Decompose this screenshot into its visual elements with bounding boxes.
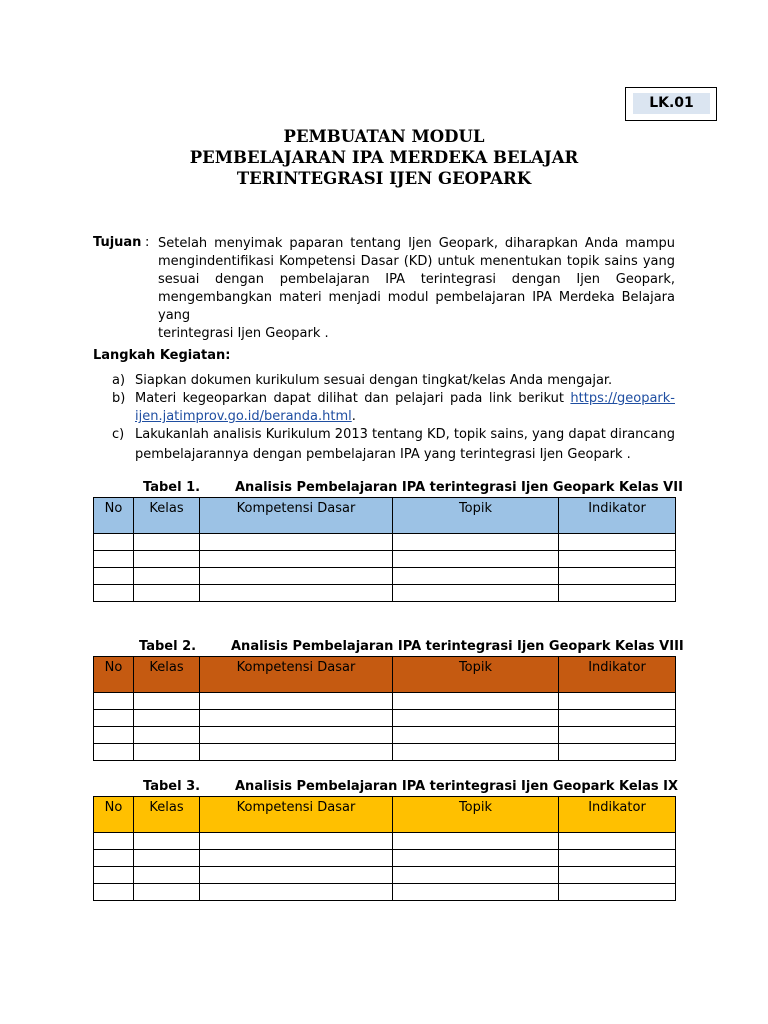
table-cell[interactable] [134,585,200,602]
table-row [94,568,676,585]
table-header-row [94,498,676,534]
col-header-indikator: Indikator [559,498,676,534]
step-text [135,426,675,464]
table-cell[interactable] [559,534,676,551]
table-header-row [94,657,676,693]
table-cell[interactable] [134,867,200,884]
col-header-kelas: Kelas [134,797,200,833]
col-header-indikator: Indikator [559,797,676,833]
table-2 [93,656,676,761]
table-cell[interactable] [94,551,134,568]
table-cell[interactable] [94,867,134,884]
table-cell[interactable] [559,884,676,901]
table-cell[interactable] [134,568,200,585]
table-cell[interactable] [393,710,559,727]
table-cell[interactable] [200,585,393,602]
col-header-kompetensi-dasar: Kompetensi Dasar [200,498,393,534]
table-cell[interactable] [559,744,676,761]
table-cell[interactable] [94,884,134,901]
col-header-no: No [94,657,134,693]
table-row [94,850,676,867]
step-text-after: . [351,409,356,424]
table-cell[interactable] [94,850,134,867]
langkah-title: Langkah Kegiatan: [93,348,231,363]
col-header-indikator: Indikator [559,657,676,693]
table-label: Tabel 2. [139,639,197,654]
table-cell[interactable] [393,585,559,602]
table-3 [93,796,676,901]
step-marker: c) [112,427,125,442]
table-cell[interactable] [94,710,134,727]
table-cell[interactable] [559,710,676,727]
table-cell[interactable] [393,744,559,761]
table-cell[interactable] [559,867,676,884]
table-cell[interactable] [200,833,393,850]
col-header-no: No [94,498,134,534]
table-title: Analisis Pembelajaran IPA terintegrasi Ijen Geopark Kelas IX [235,779,679,794]
table-cell[interactable] [94,534,134,551]
tujuan-line: Setelah menyimak paparan tentang Ijen Geopark, diharapkan Anda mampu [158,236,675,251]
col-header-kompetensi-dasar: Kompetensi Dasar [200,657,393,693]
geopark-link[interactable]: https://geopark- [570,391,675,406]
table-row [94,867,676,884]
table-label: Tabel 1. [143,480,201,495]
step-text [135,390,675,426]
table-cell[interactable] [200,867,393,884]
col-header-kompetensi-dasar: Kompetensi Dasar [200,797,393,833]
table-cell[interactable] [134,693,200,710]
table-row [94,744,676,761]
worksheet-code: LK.01 [633,93,710,114]
table-cell[interactable] [393,551,559,568]
tujuan-line: sesuai dengan pembelajaran IPA terintegrasi dengan Ijen Geopark, [158,272,675,287]
table-cell[interactable] [200,850,393,867]
table-cell[interactable] [134,534,200,551]
table-cell[interactable] [393,693,559,710]
table-row [94,833,676,850]
table-cell[interactable] [559,833,676,850]
step-line: pembelajarannya dengan pembelajaran IPA yang terintegrasi Ijen Geopark . [135,447,631,462]
col-header-kelas: Kelas [134,498,200,534]
tujuan-label: Tujuan [93,235,142,250]
table-cell[interactable] [559,727,676,744]
step-marker: b) [112,391,126,406]
table-cell[interactable] [200,884,393,901]
col-header-no: No [94,797,134,833]
table-cell[interactable] [200,744,393,761]
table-cell[interactable] [393,884,559,901]
table-cell[interactable] [393,867,559,884]
table-cell[interactable] [134,551,200,568]
table-title: Analisis Pembelajaran IPA terintegrasi Ijen Geopark Kelas VIII [231,639,684,654]
tujuan-line: terintegrasi Ijen Geopark . [158,326,329,341]
table-row [94,551,676,568]
geopark-link-cont[interactable]: ijen.jatimprov.go.id/beranda.html [135,409,352,424]
table-cell[interactable] [393,534,559,551]
step-marker: a) [112,373,126,388]
table-cell[interactable] [94,693,134,710]
table-cell[interactable] [200,710,393,727]
step-line: Lakukanlah analisis Kurikulum 2013 tentang KD, topik sains, yang dapat dirancang [135,427,676,442]
table-cell[interactable] [393,850,559,867]
table-cell[interactable] [559,568,676,585]
table-cell[interactable] [393,727,559,744]
table-cell[interactable] [393,568,559,585]
table-1 [93,497,676,602]
table-cell[interactable] [200,727,393,744]
table-cell[interactable] [200,551,393,568]
table-cell[interactable] [200,693,393,710]
table-cell[interactable] [200,534,393,551]
table-cell[interactable] [134,710,200,727]
table-cell[interactable] [94,744,134,761]
table-cell[interactable] [94,568,134,585]
col-header-kelas: Kelas [134,657,200,693]
tujuan-line: mengindentifikasi Kompetensi Dasar (KD) untuk menentukan topik sains yang [158,254,675,269]
table-row [94,884,676,901]
table-row [94,693,676,710]
table-cell[interactable] [559,551,676,568]
table-row [94,585,676,602]
tujuan-line: mengembangkan materi menjadi modul pembelajaran IPA Merdeka Belajara yang [158,290,675,323]
table-cell[interactable] [559,850,676,867]
table-label: Tabel 3. [143,779,201,794]
table-cell[interactable] [94,727,134,744]
table-cell[interactable] [559,585,676,602]
title-line-1: PEMBUATAN MODUL [283,127,485,146]
table-row [94,534,676,551]
tujuan-colon: : [145,235,150,250]
table-cell[interactable] [134,727,200,744]
step-text: Siapkan dokumen kurikulum sesuai dengan tingkat/kelas Anda mengajar. [135,373,613,388]
title-line-3: TERINTEGRASI IJEN GEOPARK [236,169,532,188]
table-title: Analisis Pembelajaran IPA terintegrasi Ijen Geopark Kelas VII [235,480,683,495]
table-cell[interactable] [94,833,134,850]
worksheet-code-box [625,87,717,121]
table-cell[interactable] [134,833,200,850]
col-header-topik: Topik [393,498,559,534]
table-cell[interactable] [559,693,676,710]
col-header-topik: Topik [393,797,559,833]
table-cell[interactable] [94,585,134,602]
table-row [94,710,676,727]
table-cell[interactable] [200,568,393,585]
table-row [94,727,676,744]
table-cell[interactable] [393,833,559,850]
table-cell[interactable] [134,850,200,867]
step-text-before: Materi kegeoparkan dapat dilihat dan pelajari pada link berikut [135,391,564,406]
col-header-topik: Topik [393,657,559,693]
table-cell[interactable] [134,884,200,901]
table-cell[interactable] [134,744,200,761]
table-header-row [94,797,676,833]
tujuan-text [158,235,675,343]
title-line-2: PEMBELAJARAN IPA MERDEKA BELAJAR [189,148,579,167]
